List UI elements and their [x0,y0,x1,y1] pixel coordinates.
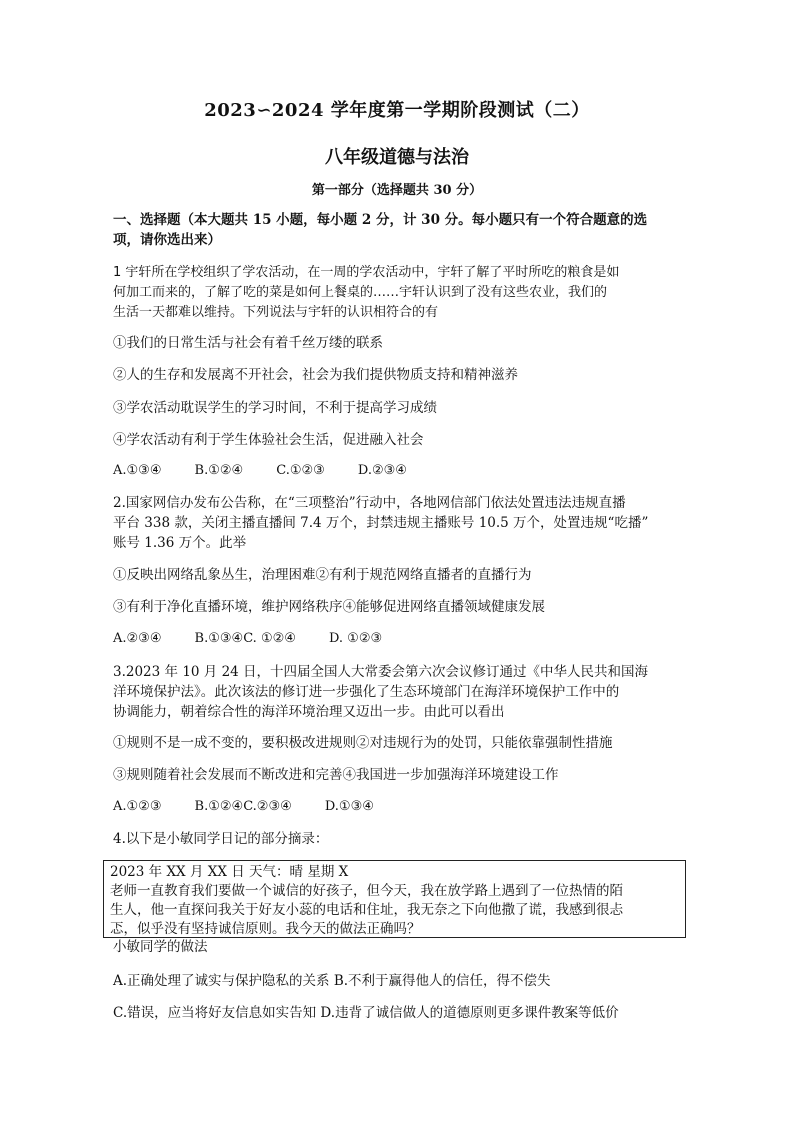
q1-statement-3: ③学农活动耽误学生的学习时间，不利于提高学习成绩 [113,400,437,416]
question-3-stem [113,662,683,722]
q2-statement-1: ①反映出网络乱象丛生，治理困难②有利于规范网络直播者的直播行为 [113,567,532,583]
q4-options-line-2: C.错误，应当将好友信息如实告知 D.违背了诚信做人的道德原则更多课件教案等低价 [113,1005,619,1021]
q3-statement-2: ③规则随着社会发展而不断改进和完善④我国进一步加强海洋环境建设工作 [113,767,559,783]
stem-line: 账号 1.36 万个。此举 [113,535,247,551]
stem-line: 1 宇轩所在学校组织了学农活动，在一周的学农活动中，宇轩了解了平时所吃的粮食是如 [113,265,620,280]
stem-line: 生活一天都难以维持。下列说法与宇轩的认识相符合的有 [113,305,439,320]
diary-text-line: 忑，似乎没有坚持诚信原则。我今天的做法正确吗？ [110,921,421,937]
exam-title: 2023∽2024 学年度第一学期阶段测试（二） [204,100,590,121]
q1-statement-4: ④学农活动有利于学生体验社会生活，促进融入社会 [113,432,424,448]
diary-text-line: 老师一直教育我们要做一个诚信的好孩子，但今天，我在放学路上遇到了一位热情的陌 [110,883,623,899]
diary-date-line: 2023 年 XX 月 XX 日 天气：晴 星期 X [110,864,349,880]
subject-title: 八年级道德与法治 [325,147,469,168]
stem-line: 洋环境保护法》。此次该法的修订进一步强化了生态环境部门在海洋环境保护工作中的 [113,684,620,700]
section-heading [113,210,683,250]
q3-options: A.①②③ B.①②④C.②③④ D.①③④ [113,799,374,814]
question-4-stem: 4.以下是小敏同学日记的部分摘录： [113,831,329,847]
q4-prompt: 小敏同学的做法 [113,939,208,955]
stem-line: 平台 338 款，关闭主播直播间 7.4 万个，封禁违规主播账号 10.5 万个，处置违规“吃播” [113,515,649,531]
part-heading: 第一部分（选择题共 30 分） [311,183,483,198]
q1-options: A.①③④ B.①②④ C.①②③ D.②③④ [113,463,407,478]
stem-line: 何加工而来的，了解了吃的菜是如何上餐桌的……宇轩认识到了没有这些农业，我们的 [113,285,608,300]
q4-options-line-1: A.正确处理了诚实与保护隐私的关系 B.不利于赢得他人的信任，得不偿失 [113,973,551,989]
section-heading-line: 项，请你选出来） [113,232,221,248]
q1-statement-2: ②人的生存和发展离不开社会，社会为我们提供物质支持和精神滋养 [113,367,518,383]
stem-line: 协调能力，朝着综合性的海洋环境治理又迈出一步。由此可以看出 [113,704,505,720]
diary-excerpt-box [103,860,686,938]
diary-text-line: 生人，他一直探问我关于好友小蕊的电话和住址，我无奈之下向他撒了谎，我感到很忐 [110,902,623,918]
question-2-stem [113,493,683,553]
stem-line: 3.2023 年 10 月 24 日，十四届全国人大常委会第六次会议修订通过《中华人民共和国海 [113,664,649,680]
question-1-stem [113,263,683,323]
q3-statement-1: ①规则不是一成不变的，要积极改进规则②对违规行为的处罚，只能依靠强制性措施 [113,735,613,751]
q2-statement-2: ③有利于净化直播环境，维护网络秩序④能够促进网络直播领域健康发展 [113,599,545,615]
q2-options: A.②③④ B.①③④C. ①②④ D. ①②③ [113,631,383,646]
q1-statement-1: ①我们的日常生活与社会有着千丝万缕的联系 [113,335,383,351]
section-heading-line: 一、选择题（本大题共 15 小题，每小题 2 分，计 30 分。每小题只有一个符合题意的选 [113,212,648,228]
stem-line: 2.国家网信办发布公告称，在“三项整治”行动中，各地网信部门依法处置违法违规直播 [113,495,626,511]
